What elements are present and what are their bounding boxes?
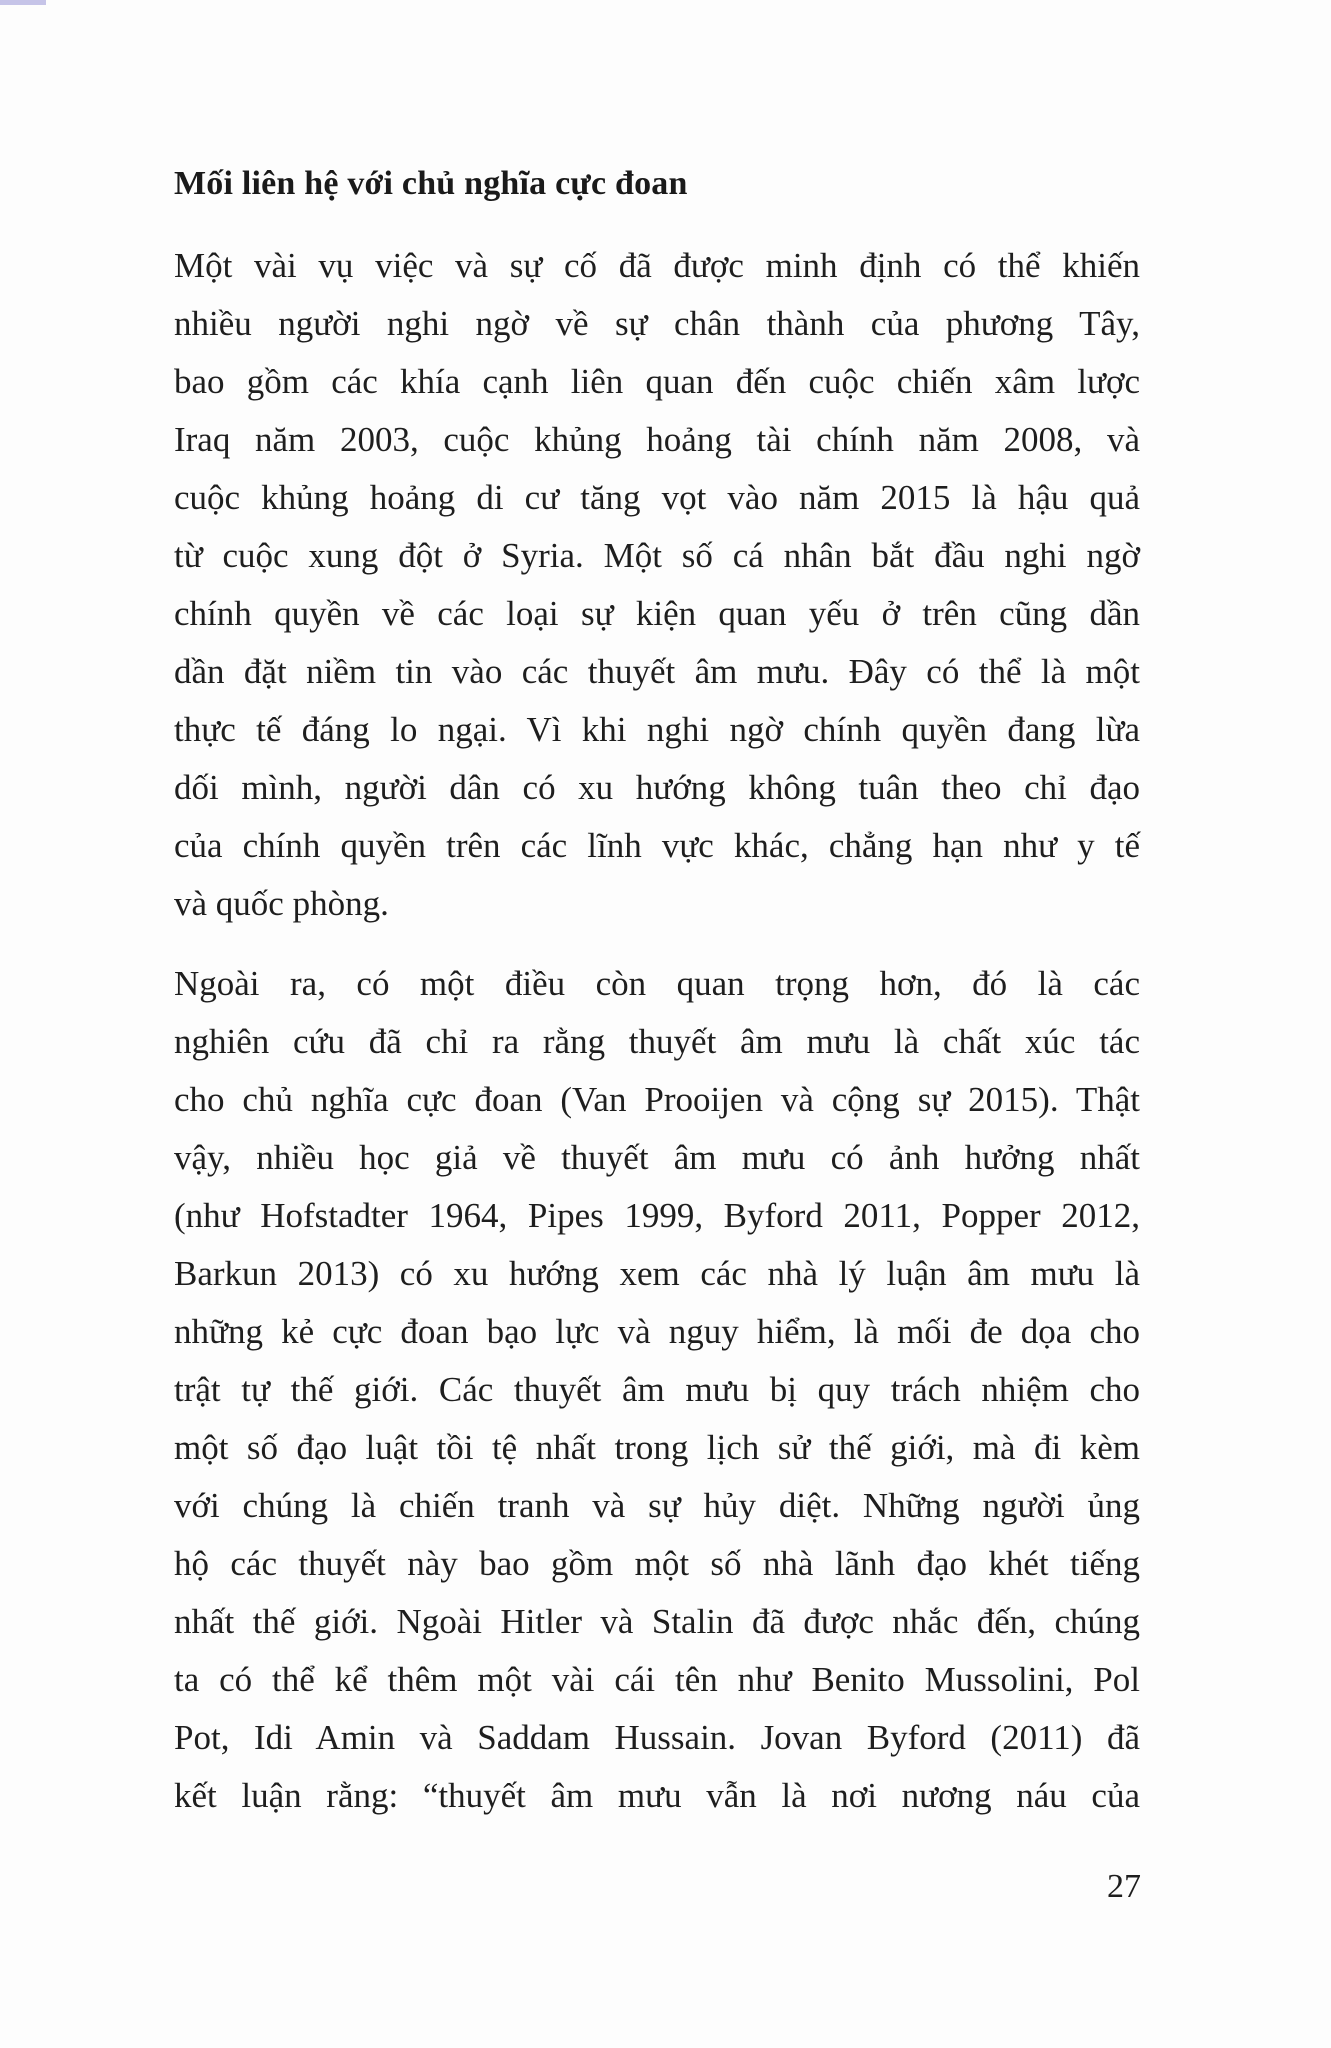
paragraph-2-line: hộ các thuyết này bao gồm một số nhà lãnh đạo khét tiếng	[174, 1544, 1140, 1583]
paragraph-2-line: nghiên cứu đã chỉ ra rằng thuyết âm mưu là chất xúc tác	[174, 1022, 1140, 1061]
paragraph-2-line: vậy, nhiều học giả về thuyết âm mưu có ảnh hưởng nhất	[174, 1138, 1140, 1177]
paragraph-2-line: một số đạo luật tồi tệ nhất trong lịch sử thế giới, mà đi kèm	[174, 1428, 1140, 1467]
paragraph-1-line: chính quyền về các loại sự kiện quan yếu ở trên cũng dần	[174, 594, 1140, 633]
page-number: 27	[1107, 1868, 1141, 1905]
paragraph-1-line: bao gồm các khía cạnh liên quan đến cuộc chiến xâm lược	[174, 362, 1140, 401]
paragraph-1-line: từ cuộc xung đột ở Syria. Một số cá nhân bắt đầu nghi ngờ	[174, 536, 1140, 575]
paragraph-2-line: cho chủ nghĩa cực đoan (Van Prooijen và cộng sự 2015). Thật	[174, 1080, 1140, 1119]
paragraph-2-line: Ngoài ra, có một điều còn quan trọng hơn, đó là các	[174, 964, 1140, 1003]
paragraph-1-line: Iraq năm 2003, cuộc khủng hoảng tài chính năm 2008, và	[174, 420, 1140, 459]
section-heading: Mối liên hệ với chủ nghĩa cực đoan	[174, 165, 688, 202]
scan-edge-mark	[0, 0, 46, 5]
paragraph-1-line: dối mình, người dân có xu hướng không tuân theo chỉ đạo	[174, 768, 1140, 807]
paragraph-1-line: của chính quyền trên các lĩnh vực khác, chẳng hạn như y tế	[174, 826, 1140, 865]
paragraph-2-line: ta có thể kể thêm một vài cái tên như Benito Mussolini, Pol	[174, 1660, 1140, 1699]
paragraph-2-line: những kẻ cực đoan bạo lực và nguy hiểm, là mối đe dọa cho	[174, 1312, 1140, 1351]
paragraph-1-line: Một vài vụ việc và sự cố đã được minh định có thể khiến	[174, 246, 1140, 285]
paragraph-2-line: nhất thế giới. Ngoài Hitler và Stalin đã được nhắc đến, chúng	[174, 1602, 1140, 1641]
paragraph-1-line: nhiều người nghi ngờ về sự chân thành của phương Tây,	[174, 304, 1140, 343]
paragraph-2-line: kết luận rằng: “thuyết âm mưu vẫn là nơi nương náu của	[174, 1776, 1140, 1815]
paragraph-2-line: trật tự thế giới. Các thuyết âm mưu bị quy trách nhiệm cho	[174, 1370, 1140, 1409]
paragraph-2-line: Barkun 2013) có xu hướng xem các nhà lý luận âm mưu là	[174, 1254, 1140, 1293]
paragraph-2-line: (như Hofstadter 1964, Pipes 1999, Byford 2011, Popper 2012,	[174, 1196, 1140, 1235]
paragraph-1-line: và quốc phòng.	[174, 884, 389, 923]
paragraph-1-line: dần đặt niềm tin vào các thuyết âm mưu. Đây có thể là một	[174, 652, 1140, 691]
paragraph-1-line: cuộc khủng hoảng di cư tăng vọt vào năm 2015 là hậu quả	[174, 478, 1140, 517]
paragraph-2-line: với chúng là chiến tranh và sự hủy diệt. Những người ủng	[174, 1486, 1140, 1525]
paragraph-1-line: thực tế đáng lo ngại. Vì khi nghi ngờ chính quyền đang lừa	[174, 710, 1140, 749]
paragraph-2-line: Pot, Idi Amin và Saddam Hussain. Jovan Byford (2011) đã	[174, 1718, 1140, 1757]
